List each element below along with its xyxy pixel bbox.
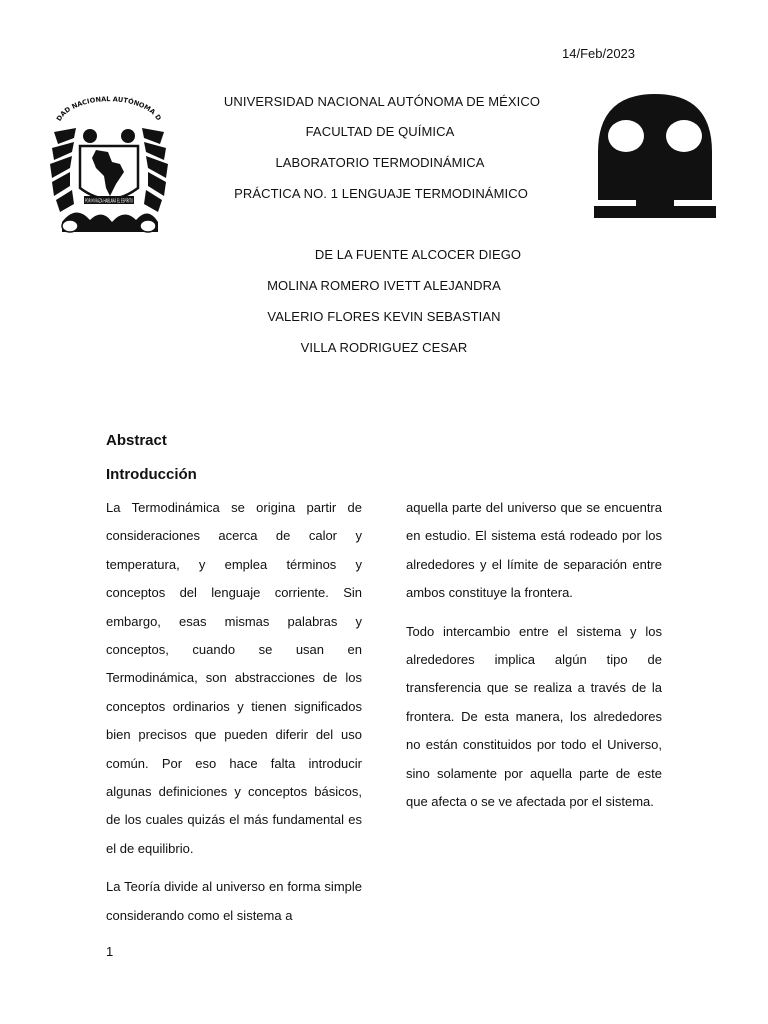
seal-text: DAD NACIONAL AUTÓNOMA D [54,95,163,123]
author-1: DE LA FUENTE ALCOCER DIEGO [314,247,522,262]
university-name: UNIVERSIDAD NACIONAL AUTÓNOMA DE MÉXICO [223,94,541,109]
paragraph: aquella parte del universo que se encuentra en estudio. El sistema está rodeado por los alrededores y el límite de separación entre ambos constituye la frontera. [406,500,662,601]
intro-heading: Introducción [106,466,197,483]
paragraph: La Termodinámica se origina partir de consideraciones acerca de calor y temperatura, y emplea términos y conceptos del lenguaje corriente. Sin embargo, esas mismas palabras y conceptos, cuando se usan en Termodinámica, son abstracciones de los conceptos ordinarios y tienen significados bien precisos que pueden diferir del uso común. Por eso hace falta introducir algunas definiciones y conceptos básicos, de los cuales quizás el más fundamental es el de equilibrio. [106,500,362,856]
lab-name: LABORATORIO TERMODINÁMICA [275,155,485,170]
paragraph: Todo intercambio entre el sistema y los alrededores implica algún tipo de transferencia que se realiza a través de la frontera. De esta manera, los alrededores no están constituidos por todo el Universo, sino solamente por aquella parte de este que afecta o se ve afectada por el sistema. [406,623,662,810]
page-number: 1 [106,944,114,959]
author-4: VILLA RODRIGUEZ CESAR [300,340,468,355]
seal-motto: POR MI RAZA HABLARÁ EL ESPÍRITU [85,198,172,205]
date: 14/Feb/2023 [562,46,636,61]
author-3: VALERIO FLORES KEVIN SEBASTIAN [267,309,501,324]
paragraph: La Teoría divide al universo en forma simple considerando como el sistema a [106,879,362,923]
body-column-left [106,494,362,940]
practice-title: PRÁCTICA NO. 1 LENGUAJE TERMODINÁMICO [234,186,528,201]
faculty-name: FACULTAD DE QUÍMICA [305,124,455,139]
body-column-right [406,494,662,826]
author-2: MOLINA ROMERO IVETT ALEJANDRA [267,278,501,293]
abstract-heading: Abstract [106,432,167,449]
